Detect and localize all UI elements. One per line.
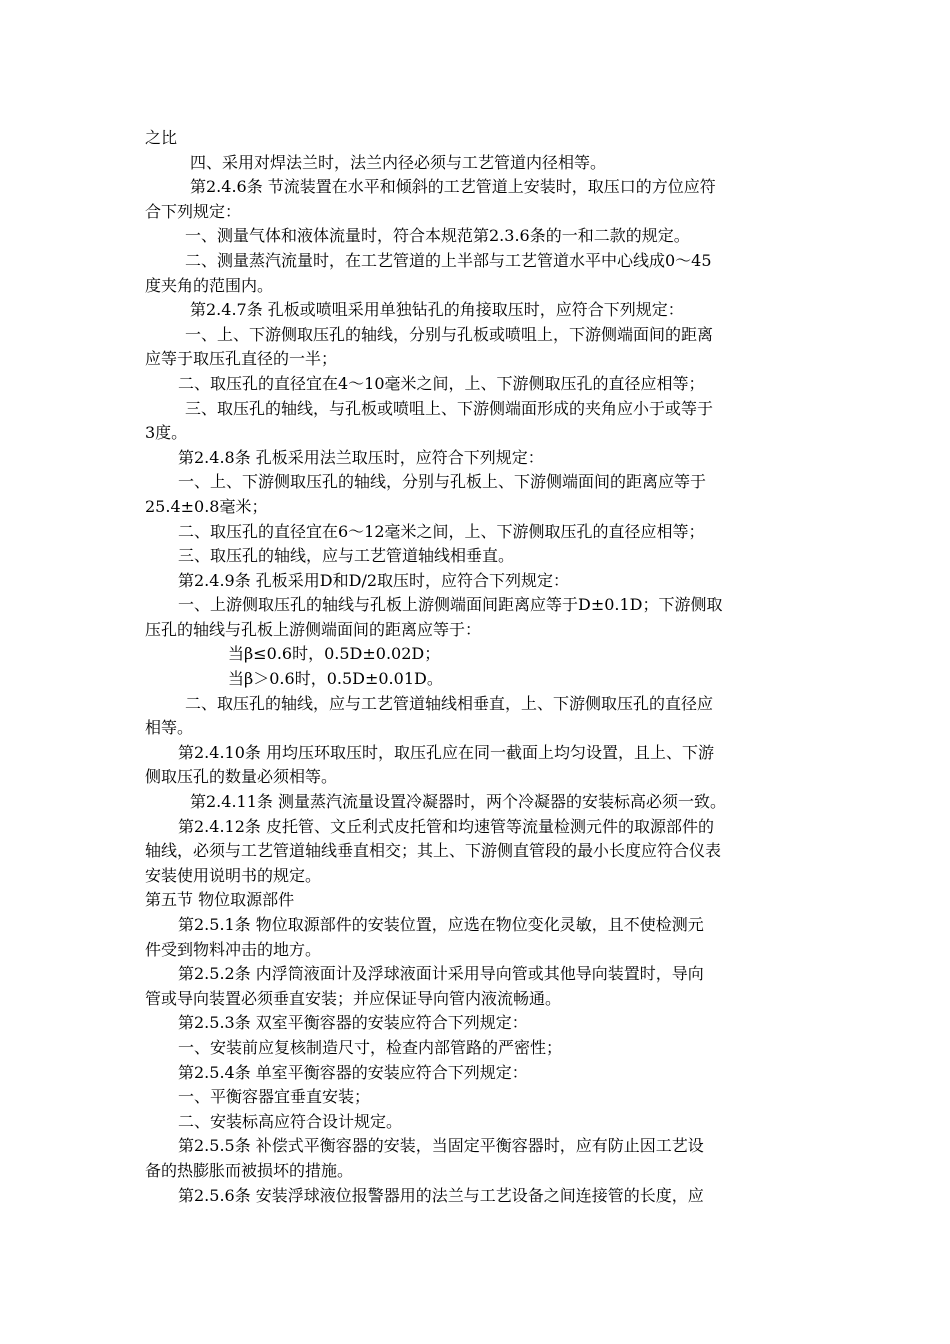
text-line: 当β≤0.6时，0.5D±0.02D；: [228, 644, 441, 664]
text-line: 二、测量蒸汽流量时，在工艺管道的上半部与工艺管道水平中心线成0～45: [185, 250, 712, 270]
text-line: 第2.4.10条 用均压环取压时，取压孔应在同一截面上均匀设置，且上、下游: [178, 742, 714, 762]
text-line: 一、上游侧取压孔的轴线与孔板上游侧端面间距离应等于D±0.1D；下游侧取: [178, 595, 723, 615]
document-body: [0, 126, 950, 1208]
text-line: 第2.5.2条 内浮筒液面计及浮球液面计采用导向管或其他导向装置时，导向: [178, 964, 704, 984]
text-line: 压孔的轴线与孔板上游侧端面间的距离应等于：: [145, 619, 482, 639]
text-line: 二、取压孔的轴线，应与工艺管道轴线相垂直，上、下游侧取压孔的直径应: [185, 693, 714, 713]
text-line: 四、采用对焊法兰时，法兰内径必须与工艺管道内径相等。: [190, 152, 607, 172]
text-line: 当β＞0.6时，0.5D±0.01D。: [228, 669, 443, 689]
text-line: 第2.5.4条 单室平衡容器的安装应符合下列规定：: [178, 1062, 528, 1082]
text-line: 二、取压孔的直径宜在4～10毫米之间，上、下游侧取压孔的直径应相等；: [178, 373, 705, 393]
text-line: 应等于取压孔直径的一半；: [145, 349, 338, 369]
text-line: 25.4±0.8毫米；: [145, 496, 268, 516]
text-line: 第2.4.7条 孔板或喷咀采用单独钻孔的角接取压时，应符合下列规定：: [190, 300, 684, 320]
text-line: 侧取压孔的数量必须相等。: [145, 767, 338, 787]
text-line: 第2.5.3条 双室平衡容器的安装应符合下列规定：: [178, 1013, 528, 1033]
text-line: 3度。: [145, 423, 188, 443]
text-line: 度夹角的范围内。: [145, 275, 274, 295]
text-line: 件受到物料冲击的地方。: [145, 939, 322, 959]
text-line: 三、取压孔的轴线，与孔板或喷咀上、下游侧端面形成的夹角应小于或等于: [185, 398, 714, 418]
text-line: 第2.4.11条 测量蒸汽流量设置冷凝器时，两个冷凝器的安装标高必须一致。: [190, 792, 726, 812]
text-line: 之比: [145, 128, 178, 147]
text-line: 一、平衡容器宜垂直安装；: [178, 1087, 371, 1107]
text-line: 第2.4.8条 孔板采用法兰取压时，应符合下列规定：: [178, 447, 544, 467]
text-line: 第五节 物位取源部件: [145, 890, 295, 910]
text-line: 第2.5.5条 补偿式平衡容器的安装，当固定平衡容器时，应有防止因工艺设: [178, 1136, 704, 1156]
text-line: 相等。: [145, 718, 194, 738]
text-line: 第2.5.6条 安装浮球液位报警器用的法兰与工艺设备之间连接管的长度，应: [178, 1185, 704, 1205]
text-line: 管或导向装置必须垂直安装；并应保证导向管内液流畅通。: [145, 988, 562, 1008]
text-line: 第2.4.9条 孔板采用D和D/2取压时，应符合下列规定：: [178, 570, 570, 590]
text-line: 三、取压孔的轴线，应与工艺管道轴线相垂直。: [178, 546, 515, 566]
text-line: 第2.4.6条 节流装置在水平和倾斜的工艺管道上安装时，取压口的方位应符: [190, 177, 716, 197]
text-line: 二、取压孔的直径宜在6～12毫米之间，上、下游侧取压孔的直径应相等；: [178, 521, 705, 541]
text-line: 第2.5.1条 物位取源部件的安装位置，应选在物位变化灵敏，且不使检测元: [178, 915, 704, 934]
text-line: 安装使用说明书的规定。: [145, 865, 322, 885]
text-line: 二、安装标高应符合设计规定。: [178, 1111, 403, 1131]
text-line: 第2.4.12条 皮托管、文丘利式皮托管和均速管等流量检测元件的取源部件的: [178, 816, 714, 836]
text-line: 一、上、下游侧取压孔的轴线，分别与孔板上、下游侧端面间的距离应等于: [178, 472, 707, 492]
text-line: 备的热膨胀而被损坏的措施。: [145, 1160, 354, 1180]
text-line: 一、安装前应复核制造尺寸，检查内部管路的严密性；: [178, 1037, 563, 1057]
text-line: 合下列规定：: [145, 201, 242, 221]
text-line: 一、上、下游侧取压孔的轴线，分别与孔板或喷咀上，下游侧端面间的距离: [185, 324, 714, 344]
text-line: 轴线，必须与工艺管道轴线垂直相交；其上、下游侧直管段的最小长度应符合仪表: [145, 841, 722, 861]
text-line: 一、测量气体和液体流量时，符合本规范第2.3.6条的一和二款的规定。: [185, 226, 690, 246]
